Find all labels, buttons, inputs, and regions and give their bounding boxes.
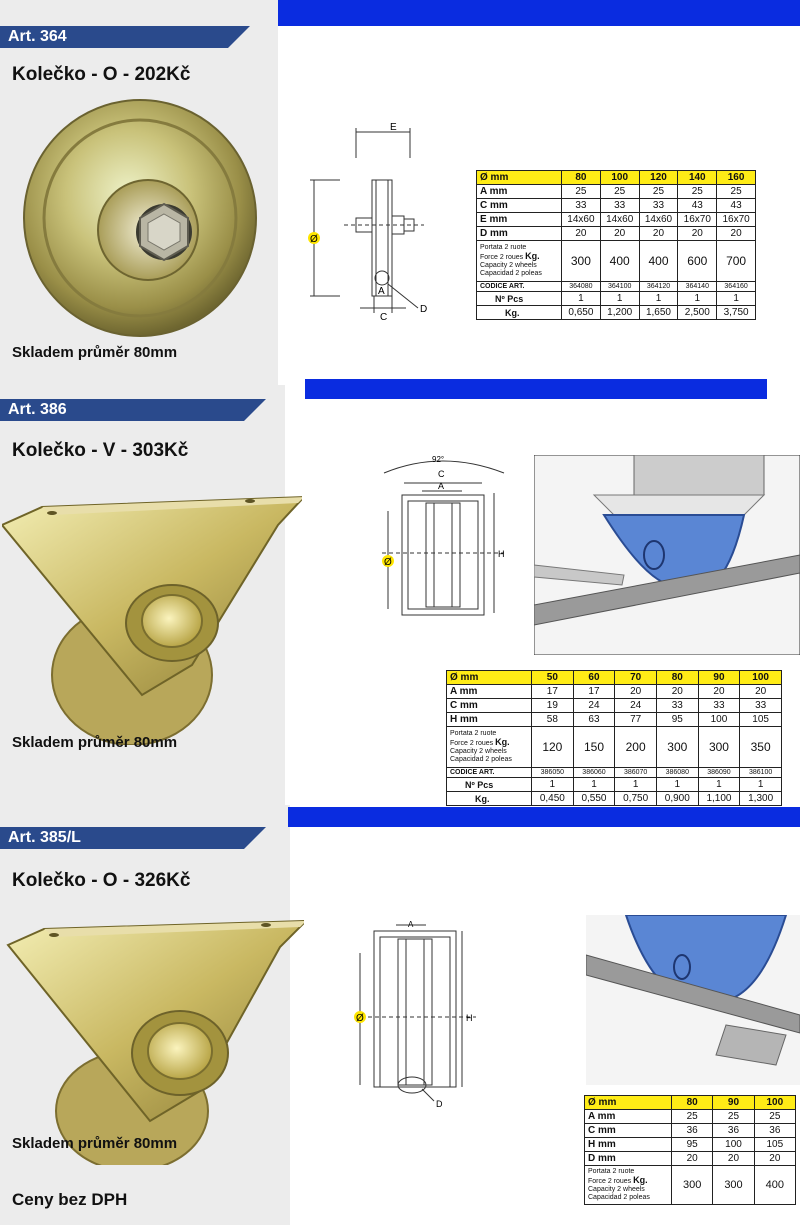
stock-note: Skladem průměr 80mm [12, 734, 178, 751]
bracket-wheel-photo [4, 915, 304, 1165]
dim-label-d: D [420, 304, 428, 315]
product-title: Kolečko - V - 303Kč [12, 440, 189, 461]
dim-label-diameter: Ø [310, 234, 318, 245]
capacity-row: Portata 2 ruote Force 2 roues Kg. Capacity 2 wheels Capacidad 2 poleas 300 300 400 [585, 1166, 796, 1205]
dim-label-e: E [390, 122, 397, 133]
product-title: Kolečko - O - 202Kč [12, 64, 191, 85]
capacity-label: Portata 2 ruote Force 2 roues Kg. Capacity 2 wheels Capacidad 2 poleas [447, 727, 532, 768]
spec-table: Ø mm 80 100 120 140 160 A mm 25 25 25 25 25 C mm 33 33 33 43 43 E mm 14x60 14x60 14x60 16x70 16x70 D mm 20 20 20 20 20 Portata 2 ruote Force 2 roues Kg. Capacity 2 wheels Capacidad 2 poleas 300 400 400 600 700 CODICE ART. 364080 364100 364120 364140 364160 Nº Pcs 1 1 1 1 1 Kg. 0,650 1,200 1,650 2,500 3,750 [476, 170, 756, 320]
dim-label-h: H [466, 1013, 473, 1023]
capacity-label: Portata 2 ruote Force 2 roues Kg. Capacity 2 wheels Capacidad 2 poleas [477, 241, 562, 282]
wheel-photo [12, 92, 272, 342]
stock-note: Skladem průměr 80mm [12, 1135, 178, 1152]
spec-table: Ø mm 80 90 100 A mm 25 25 25 C mm 36 36 36 H mm 95 100 105 D mm 20 20 20 Portata 2 ruote Force 2 roues Kg. Capacity 2 wheels Capacidad 2 poleas 300 300 400 [584, 1095, 796, 1205]
blue-header-bar [278, 0, 800, 26]
weight-row: Kg. 0,450 0,550 0,750 0,900 1,100 1,300 [447, 792, 782, 806]
technical-drawing [374, 453, 524, 633]
product-title: Kolečko - O - 326Kč [12, 870, 191, 891]
pcs-row: Nº Pcs 1 1 1 1 1 1 [447, 778, 782, 792]
dim-label-diameter: Ø [384, 557, 392, 568]
technical-drawing [300, 118, 440, 328]
price-note: Ceny bez DPH [12, 1190, 128, 1209]
table-row: A mm 17 17 20 20 20 20 [447, 685, 782, 699]
header-label: Ø mm [447, 671, 532, 685]
article-badge: Art. 385/L [0, 827, 244, 849]
installation-photo [534, 455, 800, 655]
product-section-385l [0, 805, 800, 1225]
table-row: C mm 33 33 33 43 43 [477, 199, 756, 213]
dim-label-diameter: Ø [356, 1013, 364, 1024]
article-badge: Art. 386 [0, 399, 244, 421]
dim-label-c: C [380, 312, 388, 323]
dim-label-h: H [498, 549, 505, 559]
dim-label-a: A [408, 920, 414, 929]
dim-label-angle: 92° [432, 455, 445, 464]
blue-header-bar [288, 807, 800, 827]
capacity-row: Portata 2 ruote Force 2 roues Kg. Capacity 2 wheels Capacidad 2 poleas 300 400 400 600 700 [477, 241, 756, 282]
table-row: H mm 95 100 105 [585, 1138, 796, 1152]
table-row: E mm 14x60 14x60 14x60 16x70 16x70 [477, 213, 756, 227]
table-row: H mm 58 63 77 95 100 105 [447, 713, 782, 727]
dim-label-c: C [438, 469, 445, 479]
technical-drawing [346, 917, 486, 1117]
stock-note: Skladem průměr 80mm [12, 344, 178, 361]
installation-photo [586, 915, 800, 1085]
spec-table: Ø mm 50 60 70 80 90 100 A mm 17 17 20 20 20 20 C mm 19 24 24 33 33 33 H mm 58 63 77 95 100 105 Portata 2 ruote Force 2 roues Kg. Capacity 2 wheels Capacidad 2 poleas 120 150 200 300 300 350 CODICE ART. 386050 386060 386070 386080 386090 386100 Nº Pcs 1 1 1 1 1 1 Kg. 0,450 0,550 0,750 0,900 1,100 1,300 [446, 670, 782, 806]
table-row: C mm 36 36 36 [585, 1124, 796, 1138]
code-row: CODICE ART. 364080 364100 364120 364140 364160 [477, 282, 756, 292]
weight-row: Kg. 0,650 1,200 1,650 2,500 3,750 [477, 306, 756, 320]
table-row: D mm 20 20 20 20 20 [477, 227, 756, 241]
product-section-364 [0, 0, 800, 385]
header-label: Ø mm [477, 171, 562, 185]
table-row: A mm 25 25 25 25 25 [477, 185, 756, 199]
capacity-label: Portata 2 ruote Force 2 roues Kg. Capacity 2 wheels Capacidad 2 poleas [585, 1166, 672, 1205]
product-section-386 [0, 385, 800, 805]
table-row: A mm 25 25 25 [585, 1110, 796, 1124]
table-row: C mm 19 24 24 33 33 33 [447, 699, 782, 713]
dim-label-a: A [378, 286, 385, 297]
table-row: D mm 20 20 20 [585, 1152, 796, 1166]
bracket-wheel-photo [2, 485, 302, 745]
dim-label-a: A [438, 481, 445, 491]
blue-header-bar [305, 379, 767, 399]
capacity-row: Portata 2 ruote Force 2 roues Kg. Capacity 2 wheels Capacidad 2 poleas 120 150 200 300 300 350 [447, 727, 782, 768]
dim-label-d: D [436, 1099, 443, 1109]
code-row: CODICE ART. 386050 386060 386070 386080 386090 386100 [447, 768, 782, 778]
article-badge: Art. 364 [0, 26, 228, 48]
header-label: Ø mm [585, 1096, 672, 1110]
pcs-row: Nº Pcs 1 1 1 1 1 [477, 292, 756, 306]
